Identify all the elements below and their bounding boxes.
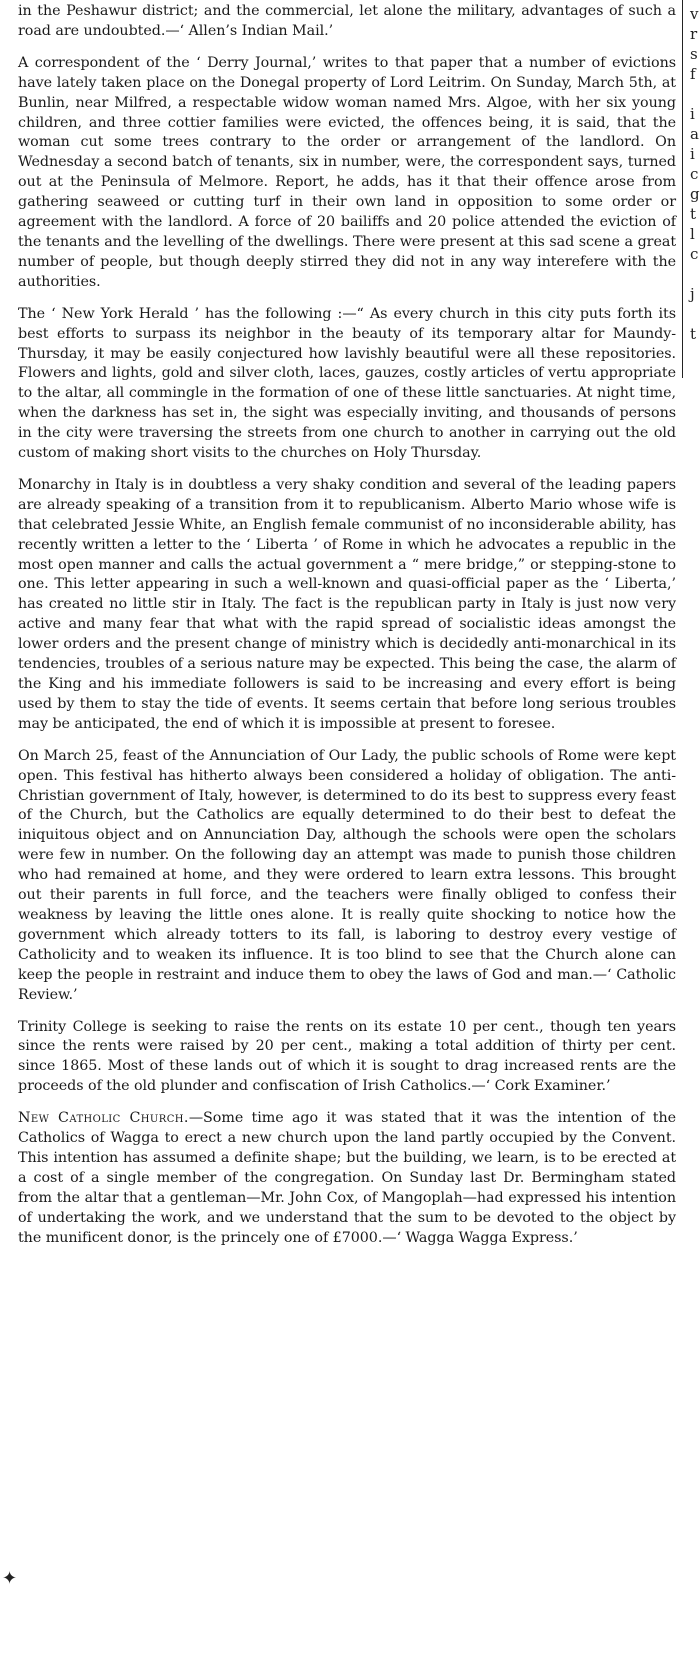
adjacent-column-fragment (690, 4, 700, 344)
adjacent-letter: a (690, 125, 699, 143)
adjacent-letter: s (690, 45, 698, 63)
adjacent-letter: c (690, 165, 699, 183)
article-derry-evictions: A correspondent of the ‘ Derry Journal,’ writes to that paper that a number of evictions have lately taken place on the Donegal property of Lord Leitrim. On Sunday, March 5th, at Bunlin, near Milfred, a respectable widow woman named Mrs. Algoe, with her six young children, and three cottier families were evicted, the offences being, it is said, that the woman cut some trees contrary to the order or arrangement of the landlord. On Wednesday a second batch of tenants, six in number, were, the correspondent says, turned out at the Peninsula of Melmore. Report, he adds, has it that their offence arose from gathering seaweed or cutting turf in their own land in opposition to some order or agreement with the landlord. A force of 20 bailiffs and 20 police attended the eviction of the tenants and the levelling of the dwellings. There were present at this sad scene a great number of people, but though deeply stirred they did not in any way interefere with the authorities. (18, 54, 676, 290)
newspaper-column (18, 2, 676, 1260)
adjacent-letter: r (690, 25, 698, 43)
adjacent-letter: t (690, 325, 697, 343)
adjacent-letter: i (690, 145, 695, 163)
adjacent-letter: f (690, 65, 696, 83)
adjacent-letter (690, 264, 700, 284)
article-rome-schools: On March 25, feast of the Annunciation of Our Lady, the public schools of Rome were kept open. This festival has hitherto always been considered a holiday of obligation. The anti-Christian government of Italy, however, is determined to do its best to suppress every feast of the Church, but the Catholics are equally determined to do their best to defeat the iniquitous object and on Annunciation Day, although the schools were open the scholars were few in number. On the following day an attempt was made to punish those children who had remained at home, and they were ordered to learn extra lessons. This brought out their parents in full force, and the teachers were finally obliged to confess their weakness by leaving the little ones alone. It is really quite shocking to notice how the government which already totters to its fall, is laboring to destroy every vestige of Catholicity and to weaken its influence. It is too blind to see that the Church alone can keep the people in restraint and induce them to obey the laws of God and man.—‘ Catholic Review.’ (18, 747, 676, 1003)
article-body: —Some time ago it was stated that it was the intention of the Catholics of Wagga to erect a new church upon the land partly occupied by the Convent. This intention has assumed a definite shape; but the building, we learn, is to be erected at a cost of a single member of the congregation. On Sunday last Dr. Bermingham stated from the altar that a gentleman—Mr. John Cox, of Mangoplah—had expressed his intention of undertaking the work, and we understand that the sum to be devoted to the object by the munificent donor, is the princely one of £7000.—‘ Wagga Wagga Express.’ (18, 1110, 676, 1246)
article-trinity-college: Trinity College is seeking to raise the rents on its estate 10 per cent., though ten years since the rents were raised by 20 per cent., making a total addition of thirty per cent. since 1865. Most of these lands out of which it is sought to drag increased rents are the proceeds of the old plunder and confiscation of Irish Catholics.—‘ Cork Examiner.’ (18, 1018, 676, 1095)
adjacent-letter: g (690, 185, 700, 203)
column-divider (682, 0, 683, 378)
adjacent-letter: j (690, 285, 695, 303)
adjacent-letter: l (690, 225, 695, 243)
printers-mark-icon: ✦ (2, 1568, 18, 1589)
article-heading: New Catholic Church. (18, 1110, 189, 1127)
article-new-catholic-church (18, 1109, 676, 1248)
adjacent-letter: v (690, 5, 699, 23)
article-italy-monarchy: Monarchy in Italy is in doubtless a very shaky condition and several of the leading papers are already speaking of a transition from it to republicanism. Alberto Mario whose wife is that celebrated Jessie White, an English female communist of no inconsiderable ability, has recently written a letter to the ‘ Liberta ’ of Rome in which he advocates a republic in the most open manner and calls the actual government a “ mere bridge,” or stepping-stone to one. This letter appearing in such a well-known and quasi-official paper as the ‘ Liberta,’ has created no little stir in Italy. The fact is the republican party in Italy is just now very active and many fear that what with the rapid spread of socialistic ideas amongst the lower orders and the present change of ministry which is decidedly anti-monarchical in its tendencies, troubles of a serious nature may be expected. This being the case, the alarm of the King and his immediate followers is said to be increasing and every effort is being used by them to stay the tide of events. It seems certain that before long serious troubles may be anticipated, the end of which it is impossible at present to foresee. (18, 476, 676, 732)
adjacent-letter: i (690, 105, 695, 123)
adjacent-letter (690, 84, 700, 104)
article-new-york-herald: The ‘ New York Herald ’ has the following :—“ As every church in this city puts forth its best efforts to surpass its neighbor in the beauty of its temporary altar for Maundy-Thursday, it may be easily conjectured how lavishly beautiful were all these repositories. Flowers and lights, gold and silver cloth, laces, gauzes, costly articles of vertu appropriate to the altar, all commingle in the formation of one of these little sanctuaries. At night time, when the darkness has set in, the sight was especially inviting, and thousands of persons in the city were traversing the streets from one church to another in carrying out the old custom of making short visits to the churches on Holy Thursday. (18, 305, 676, 462)
article-peshawur: in the Peshawur district; and the commercial, let alone the military, advantages of such a road are undoubted.—‘ Allen’s Indian Mail.’ (18, 3, 676, 39)
adjacent-letter (690, 304, 700, 324)
adjacent-letter: c (690, 245, 699, 263)
adjacent-letter: t (690, 205, 697, 223)
